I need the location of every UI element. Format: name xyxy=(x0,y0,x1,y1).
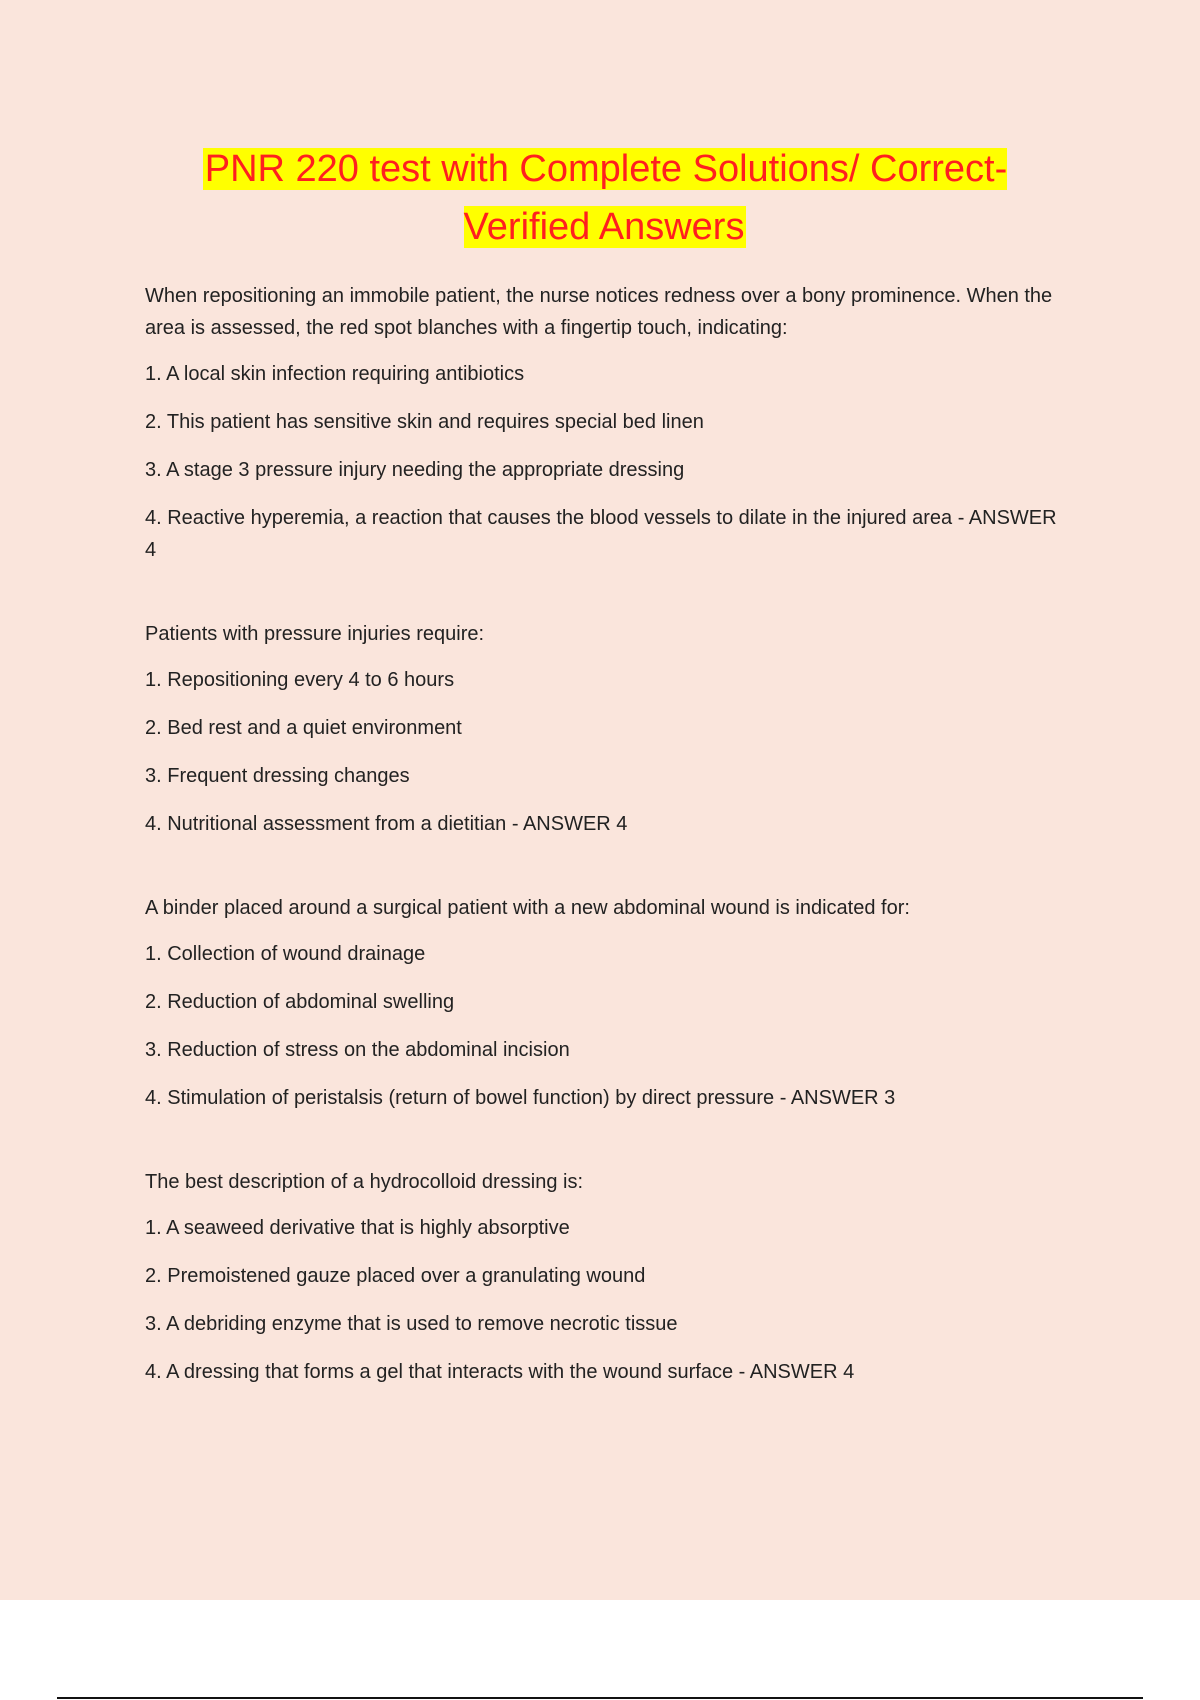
answer-option: 4. A dressing that forms a gel that interacts with the wound surface - ANSWER 4 xyxy=(145,1361,855,1383)
question-text: Patients with pressure injuries require: xyxy=(145,623,485,645)
question-1 xyxy=(145,280,1065,566)
question-2 xyxy=(145,618,1065,840)
answer-option: 2. Reduction of abdominal swelling xyxy=(145,991,455,1013)
answer-option: 3. Frequent dressing changes xyxy=(145,765,410,787)
question-3 xyxy=(145,892,1065,1114)
answer-option: 4. Reactive hyperemia, a reaction that causes the blood vessels to dilate in the injured area - ANSWER 4 xyxy=(145,507,1057,561)
question-text: When repositioning an immobile patient, the nurse notices redness over a bony prominence. When the area is assessed, the red spot blanches with a fingertip touch, indicating: xyxy=(145,285,1053,339)
answer-option: 3. Reduction of stress on the abdominal incision xyxy=(145,1039,570,1061)
question-4 xyxy=(145,1166,1065,1388)
footer-divider xyxy=(57,1697,1143,1699)
answer-option: 2. Bed rest and a quiet environment xyxy=(145,717,462,739)
answer-option: 3. A stage 3 pressure injury needing the appropriate dressing xyxy=(145,459,685,481)
answer-option: 1. A seaweed derivative that is highly absorptive xyxy=(145,1217,570,1239)
answer-option: 2. This patient has sensitive skin and requires special bed linen xyxy=(145,411,704,433)
answer-option: 4. Stimulation of peristalsis (return of bowel function) by direct pressure - ANSWER 3 xyxy=(145,1087,896,1109)
answer-option: 1. A local skin infection requiring antibiotics xyxy=(145,363,525,385)
answer-option: 3. A debriding enzyme that is used to remove necrotic tissue xyxy=(145,1313,678,1335)
document-content xyxy=(145,140,1065,1440)
answer-option: 1. Collection of wound drainage xyxy=(145,943,426,965)
answer-option: 2. Premoistened gauze placed over a granulating wound xyxy=(145,1265,646,1287)
question-text: The best description of a hydrocolloid dressing is: xyxy=(145,1171,584,1193)
document-title-text: PNR 220 test with Complete Solutions/ Correct-Verified Answers xyxy=(204,148,1008,248)
document-title xyxy=(145,140,1065,256)
answer-option: 4. Nutritional assessment from a dietitian - ANSWER 4 xyxy=(145,813,628,835)
question-text: A binder placed around a surgical patient with a new abdominal wound is indicated for: xyxy=(145,897,910,919)
answer-option: 1. Repositioning every 4 to 6 hours xyxy=(145,669,455,691)
